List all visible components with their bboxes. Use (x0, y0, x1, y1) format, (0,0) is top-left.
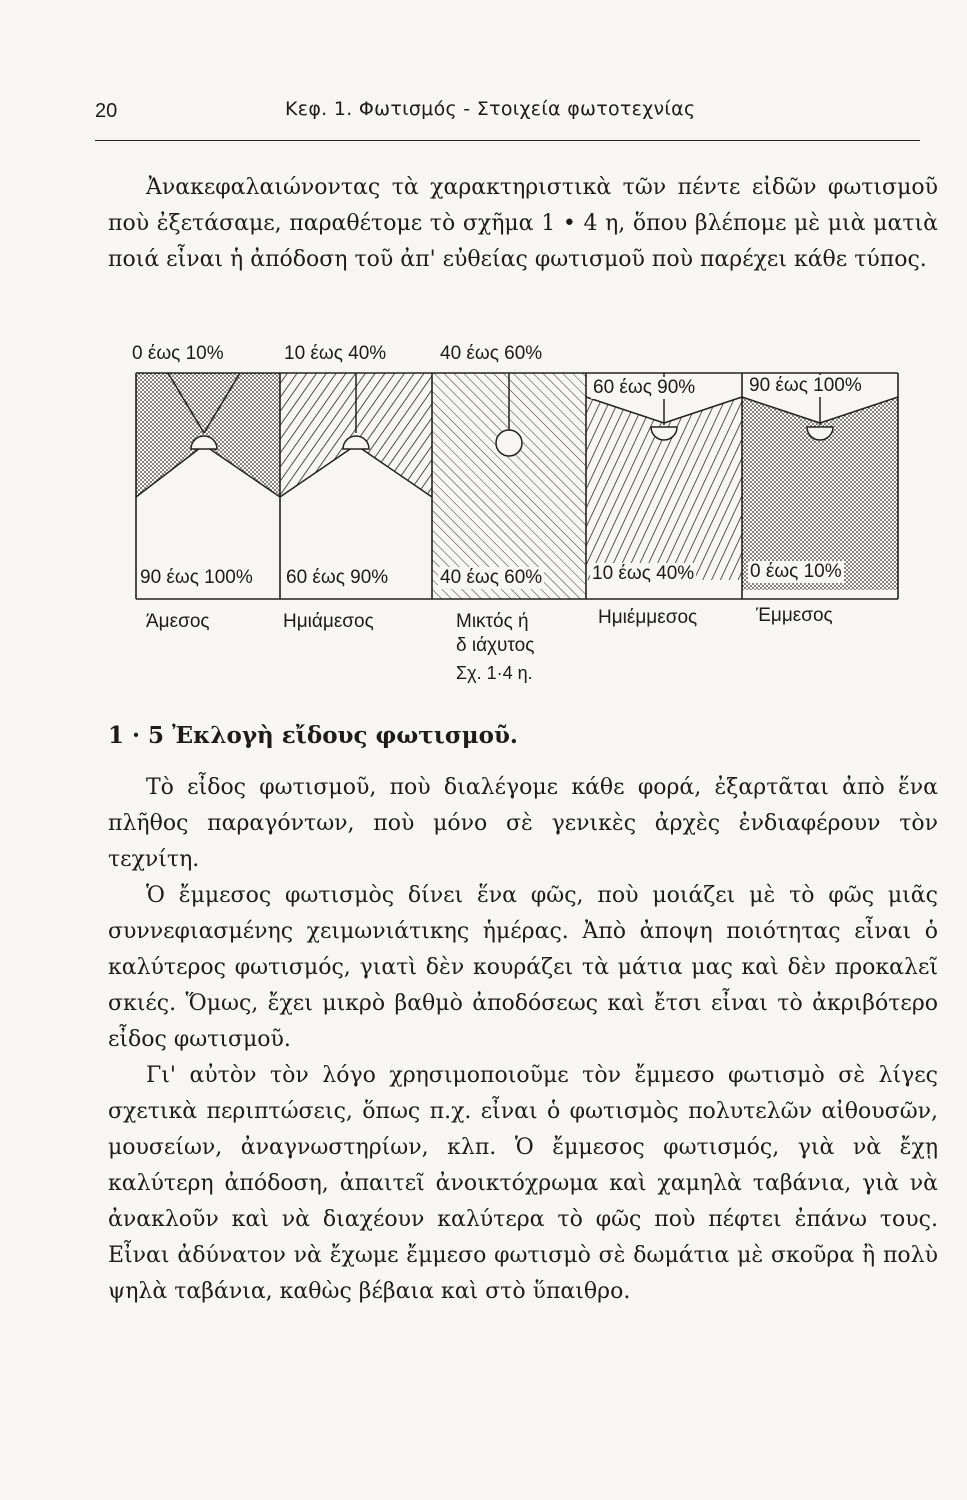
type-diffuse-line2: δ ιάχυτος (456, 635, 535, 656)
header-rule (95, 140, 920, 141)
section-paragraph-2: Ὁ ἔμμεσος φωτισμὸς δίνει ἕνα φῶς, ποὺ μοιάζει μὲ τὸ φῶς μιᾶς συννεφιασμένης χειμωνιάτικης ἡμέρας. Ἀπὸ ἀποψη ποιότητας εἶναι ὁ καλύτερος φωτισμός, γιατὶ δὲν κουράζει τὰ μάτια μας καὶ δὲν προκαλεῖ σκιές. Ὅμως, ἔχει μικρὸ βαθμὸ ἀποδόσεως καὶ ἔτσι εἶναι τὸ ἀκριβότερο εἶδος φωτισμοῦ. (108, 883, 938, 1052)
type-semi-indirect: Ημιέμμεσος (598, 607, 698, 628)
section-paragraph-1: Τὸ εἶδος φωτισμοῦ, ποὺ διαλέγομε κάθε φορά, ἐξαρτᾶται ἀπὸ ἕνα πλῆθος παραγόντων, ποὺ μόνο σὲ γενικὲς ἀρχὲς ἐνδιαφέρουν τὸν τεχνίτη. (108, 775, 938, 872)
top-label-indirect: 90 έως 100% (749, 375, 862, 396)
bottom-label-semi-indirect: 10 έως 40% (592, 563, 695, 584)
figure-caption: Σχ. 1·4 η. (456, 663, 533, 683)
figure-lighting-types (128, 335, 908, 695)
page-header (95, 98, 920, 136)
running-head: Κεφ. 1. Φωτισμός - Στοιχεία φωτοτεχνίας (285, 98, 696, 120)
type-direct: Άμεσος (146, 611, 210, 632)
globe-lamp-icon (496, 430, 522, 456)
panel-semi-indirect (586, 373, 742, 580)
bottom-label-indirect: 0 έως 10% (750, 561, 842, 582)
top-label-semi-indirect: 60 έως 90% (593, 377, 696, 398)
top-label-direct: 0 έως 10% (132, 343, 224, 364)
intro-paragraph-block (108, 170, 938, 278)
bottom-label-semi-direct: 60 έως 90% (286, 567, 389, 588)
section-title: 1 · 5 Ἐκλογὴ εἴδους φωτισμοῦ. (108, 722, 518, 749)
section-paragraph-3: Γι' αὐτὸν τὸν λόγο χρησιμοποιοῦμε τὸν ἔμμεσο φωτισμὸ σὲ λίγες σχετικὰ περιπτώσεις, ὅπως π.χ. εἶναι ὁ φωτισμὸς πολυτελῶν αἰθουσῶν, μουσείων, ἀναγνωστηρίων, κλπ. Ὁ ἔμμεσος φωτισμός, γιὰ νὰ ἔχῃ καλύτερη ἀπόδοση, ἀπαιτεῖ ἀνοικτόχρωμα καὶ χαμηλὰ ταβάνια, γιὰ νὰ ἀνακλοῦν καὶ νὰ διαχέουν καλύτερα τὸ φῶς ποὺ πέφτει ἐπάνω τους. Εἶναι ἀδύνατον νὰ ἔχωμε ἔμμεσο φωτισμὸ σὲ δωμάτια μὲ σκοῦρα ἢ πολὺ ψηλὰ ταβάνια, καθὼς βέβαια καὶ στὸ ὕπαιθρο. (108, 1063, 938, 1304)
panel-diffuse (432, 373, 586, 599)
type-diffuse-line1: Μικτός ή (456, 611, 529, 632)
panel-semi-direct (280, 373, 432, 497)
type-semi-direct: Ημιάμεσος (283, 611, 374, 632)
top-label-diffuse: 40 έως 60% (440, 343, 543, 364)
panel-direct-shading (136, 373, 280, 497)
type-indirect: Έμμεσος (756, 605, 833, 626)
panel-indirect (742, 373, 898, 590)
intro-paragraph: Ἀνακεφαλαιώνοντας τὰ χαρακτηριστικὰ τῶν πέντε εἰδῶν φωτισμοῦ ποὺ ἐξετάσαμε, παραθέτομε τὸ σχῆμα 1 • 4 η, ὅπου βλέπομε μὲ μιὰ ματιὰ ποιά εἶναι ἡ ἀπόδοση τοῦ ἀπ' εὐθείας φωτισμοῦ ποὺ παρέχει κάθε τύπος. (108, 175, 938, 272)
panel-direct (136, 373, 280, 497)
bottom-label-direct: 90 έως 100% (140, 567, 253, 588)
bottom-label-diffuse: 40 έως 60% (440, 567, 543, 588)
top-label-semi-direct: 10 έως 40% (284, 343, 387, 364)
section-body (108, 770, 938, 1310)
page-number: 20 (95, 100, 118, 122)
